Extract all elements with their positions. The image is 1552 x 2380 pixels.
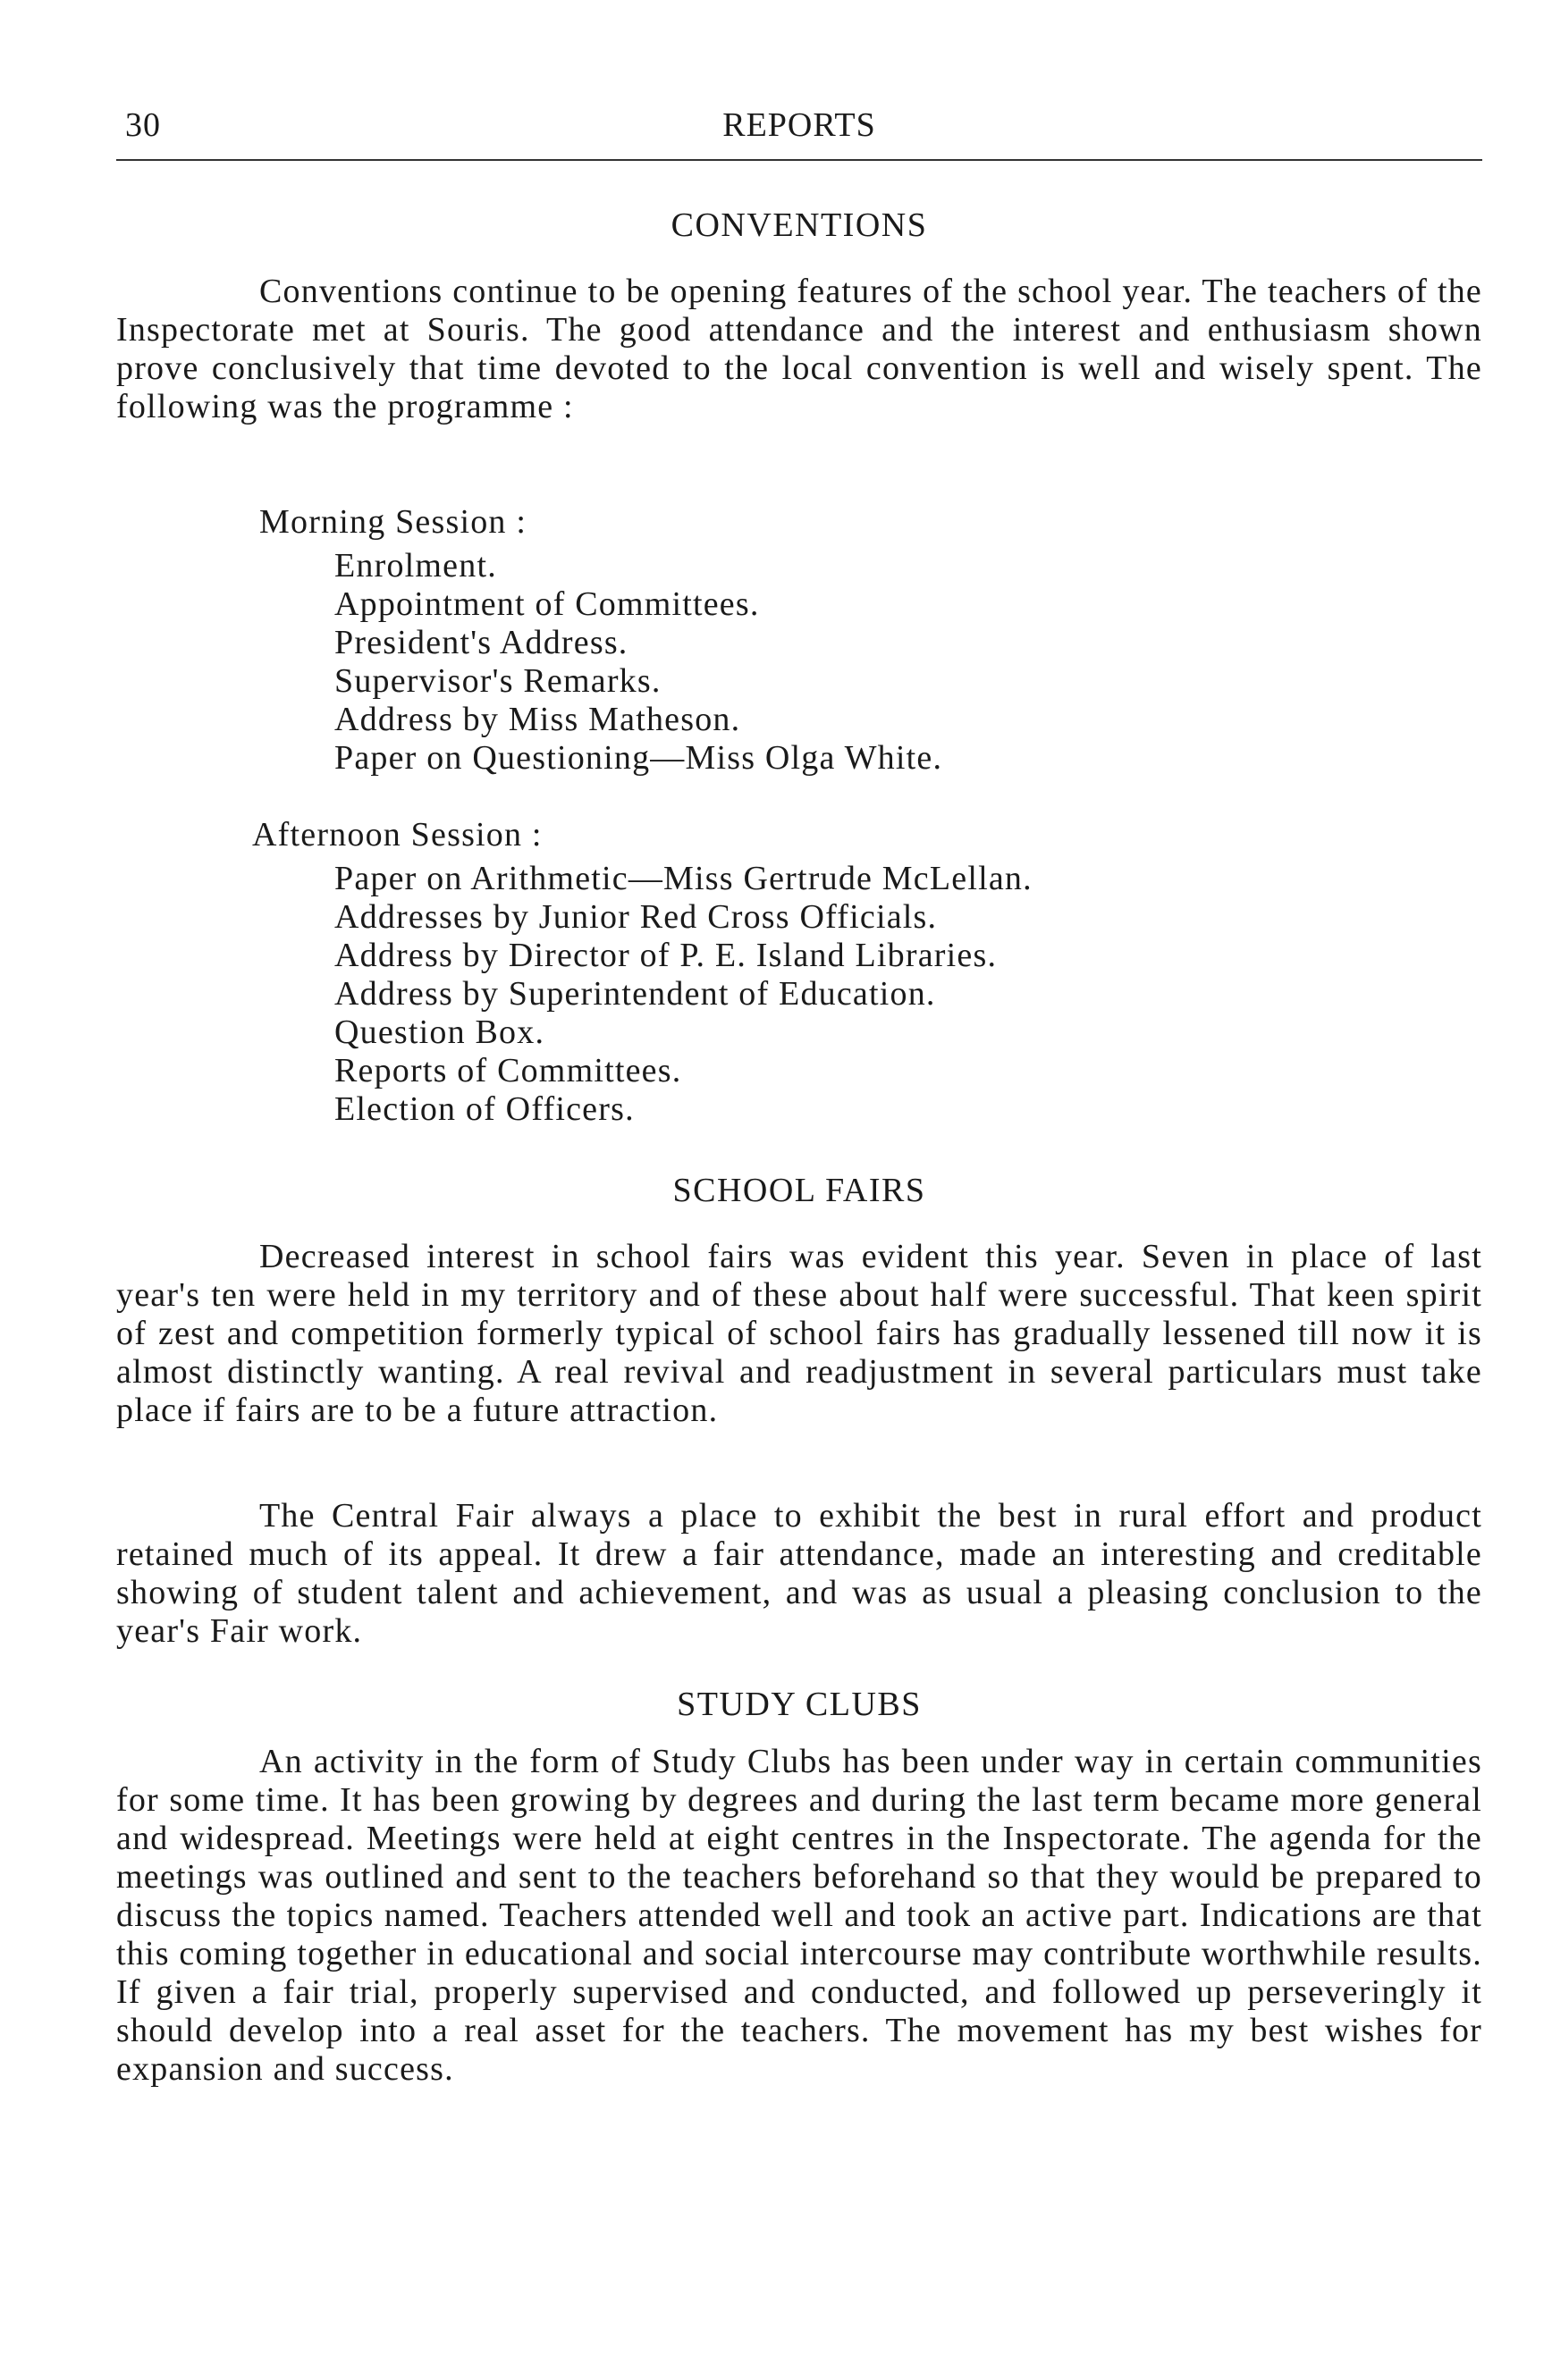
conventions-heading: CONVENTIONS (671, 206, 928, 244)
conventions-paragraph: Conventions continue to be opening features of the school year. The teachers of the Inspectorate met at Souris. The good attendance and the interest and enthusiasm shown prove conclusively that time devoted to the local convention is well and wisely spent. The following was the programme : (116, 273, 1482, 425)
running-header (116, 105, 1482, 159)
list-item: President's Address. (334, 624, 628, 661)
page-number: 30 (125, 106, 161, 144)
list-item: Address by Miss Matheson. (334, 701, 741, 738)
list-item: Paper on Arithmetic—Miss Gertrude McLellan. (334, 860, 1033, 897)
study-clubs-paragraph: An activity in the form of Study Clubs has been under way in certain communities for some time. It has been growing by degrees and during the last term became more general and widespread. Meetings were held at eight centres in the Inspectorate. The agenda for the meetings was outlined and sent to the teachers beforehand so that they would be prepared to discuss the topics named. Teachers attended well and took an active part. Indications are that this coming together in educational and social intercourse may contribute worthwhile results. If given a fair trial, properly supervised and conducted, and followed up perseveringly it should develop into a real asset for the teachers. The movement has my best wishes for expansion and success. (116, 1743, 1482, 2088)
list-item: Paper on Questioning—Miss Olga White. (334, 739, 943, 777)
list-item: Addresses by Junior Red Cross Officials. (334, 898, 938, 936)
list-item: Address by Superintendent of Education. (334, 975, 936, 1013)
afternoon-session-list (334, 860, 1033, 1129)
header-rule (116, 159, 1482, 161)
school-fairs-paragraph-2: The Central Fair always a place to exhibit the best in rural effort and product retained much of its appeal. It drew a fair attendance, made an interesting and creditable showing of student talent and achievement, and was as usual a pleasing conclusion to the year's Fair work. (116, 1497, 1482, 1650)
afternoon-session-title: Afternoon Session : (252, 816, 543, 854)
school-fairs-paragraph-1: Decreased interest in school fairs was evident this year. Seven in place of last year's ten were held in my territory and of these about half were successful. That keen spirit of zest and competition formerly typical of school fairs has gradually lessened till now it is almost distinctly wanting. A real revival and readjustment in several particulars must take place if fairs are to be a future attraction. (116, 1238, 1482, 1429)
running-title: REPORTS (722, 106, 876, 144)
list-item: Enrolment. (334, 547, 497, 584)
list-item: Question Box. (334, 1013, 545, 1051)
study-clubs-heading: STUDY CLUBS (677, 1686, 922, 1723)
morning-session-list (334, 547, 942, 778)
list-item: Reports of Committees. (334, 1052, 682, 1089)
morning-session-title: Morning Session : (259, 503, 527, 541)
list-item: Election of Officers. (334, 1090, 635, 1128)
list-item: Supervisor's Remarks. (334, 662, 662, 700)
school-fairs-heading: SCHOOL FAIRS (672, 1172, 926, 1209)
list-item: Address by Director of P. E. Island Libraries. (334, 937, 998, 974)
list-item: Appointment of Committees. (334, 585, 760, 623)
